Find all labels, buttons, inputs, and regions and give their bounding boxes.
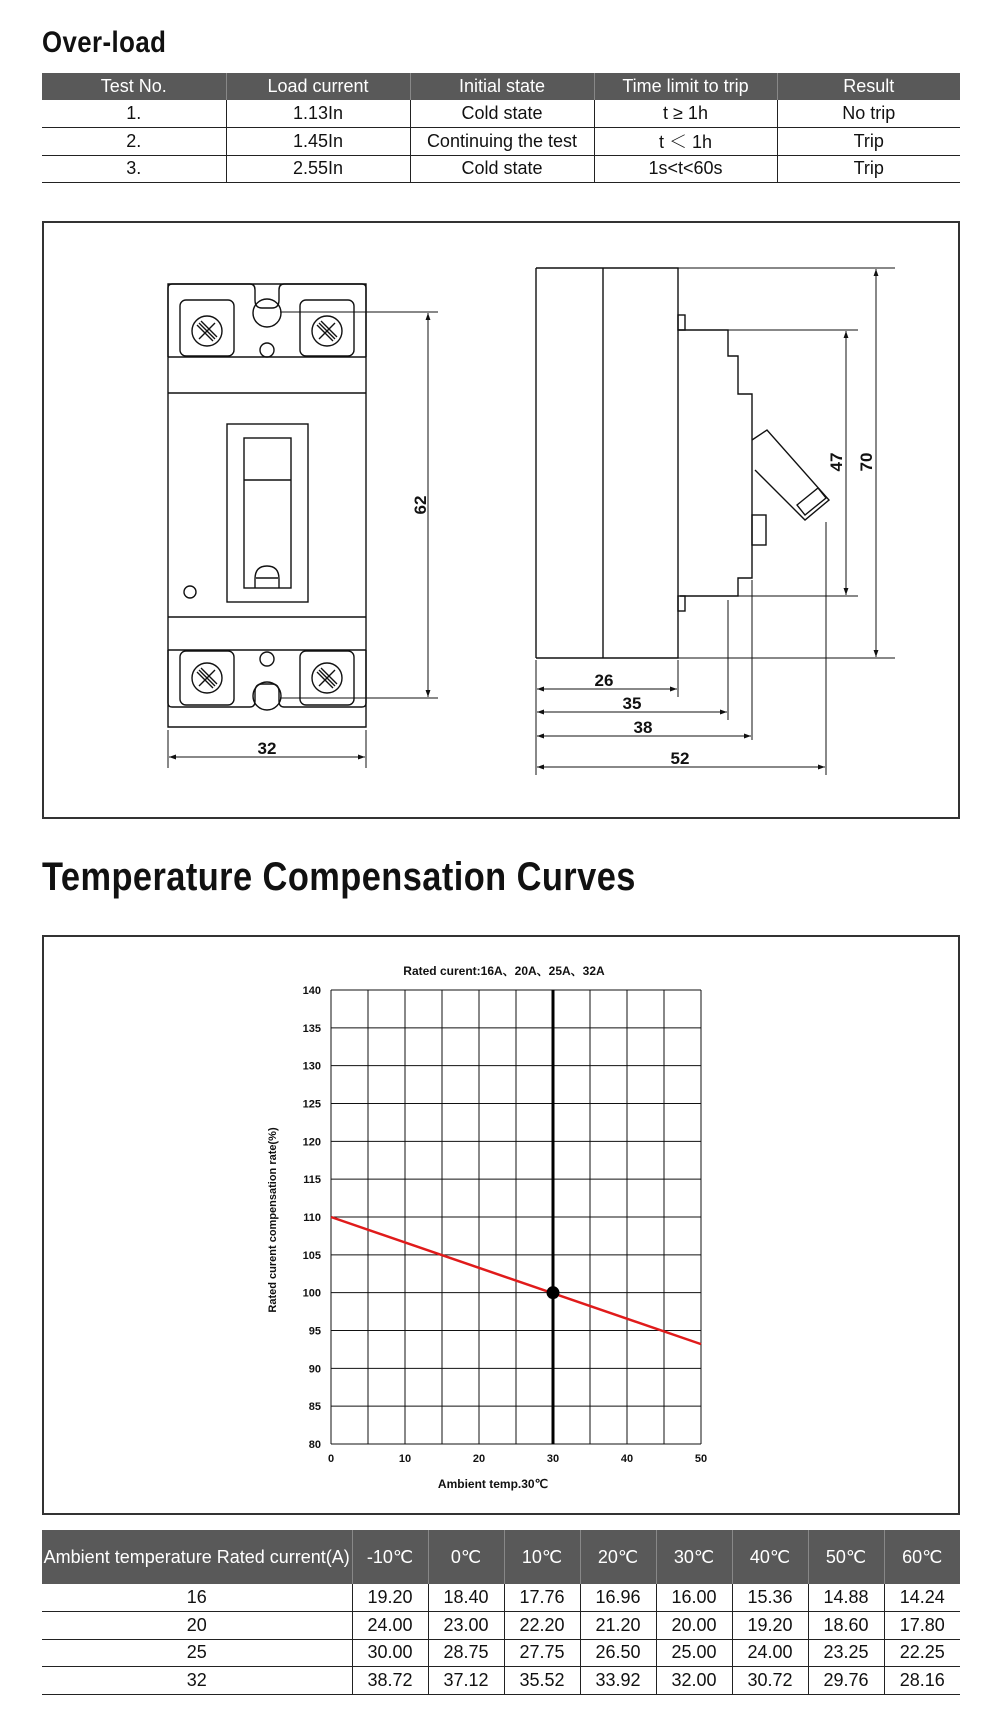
front-dimension-lines bbox=[168, 312, 438, 768]
table-cell: 19.20 bbox=[732, 1612, 808, 1640]
x-tick-label: 10 bbox=[398, 1453, 412, 1465]
table-cell: Trip bbox=[777, 155, 960, 183]
table-cell: 32.00 bbox=[656, 1667, 732, 1695]
column-header: 10℃ bbox=[504, 1530, 580, 1584]
x-tick-label: 0 bbox=[327, 1453, 335, 1465]
table-cell: 27.75 bbox=[504, 1639, 580, 1667]
y-tick-label: 80 bbox=[308, 1439, 321, 1451]
y-tick-label: 140 bbox=[302, 985, 321, 997]
table-cell: 14.88 bbox=[808, 1584, 884, 1612]
compensation-header-row bbox=[42, 1530, 960, 1584]
y-tick-label: 100 bbox=[302, 1287, 321, 1300]
table-cell: 2. bbox=[42, 128, 226, 156]
dim-side-47: 47 bbox=[827, 452, 846, 472]
table-cell: 24.00 bbox=[732, 1639, 808, 1667]
y-tick-label: 85 bbox=[308, 1401, 321, 1414]
y-tick-label: 125 bbox=[302, 1098, 321, 1111]
column-header: Time limit to trip bbox=[594, 73, 777, 100]
table-cell: 20.00 bbox=[656, 1612, 732, 1640]
table-cell: 23.00 bbox=[428, 1612, 504, 1640]
table-cell: 16 bbox=[42, 1584, 352, 1612]
overload-title: Over-load bbox=[42, 26, 167, 59]
table-cell: 32 bbox=[42, 1667, 352, 1695]
table-row bbox=[42, 1612, 960, 1640]
table-cell: 26.50 bbox=[580, 1639, 656, 1667]
table-cell: 18.40 bbox=[428, 1584, 504, 1612]
chart-frame bbox=[42, 935, 960, 1515]
column-header: 60℃ bbox=[884, 1530, 960, 1584]
table-cell: 28.16 bbox=[884, 1667, 960, 1695]
dimension-drawing bbox=[0, 0, 1000, 830]
table-cell: 35.52 bbox=[504, 1667, 580, 1695]
chart-title: Rated curent:16A、20A、25A、32A bbox=[403, 964, 605, 978]
column-header: -10℃ bbox=[352, 1530, 428, 1584]
table-cell: 15.36 bbox=[732, 1584, 808, 1612]
table-cell: Cold state bbox=[410, 155, 594, 183]
column-header: 0℃ bbox=[428, 1530, 504, 1584]
dim-front-width: 32 bbox=[257, 739, 277, 758]
table-cell: 22.20 bbox=[504, 1612, 580, 1640]
table-cell: 25 bbox=[42, 1639, 352, 1667]
table-cell: 2.55In bbox=[226, 155, 410, 183]
column-header: Test No. bbox=[42, 73, 226, 100]
y-tick-label: 120 bbox=[302, 1136, 321, 1149]
table-cell: 20 bbox=[42, 1612, 352, 1640]
y-tick-label: 110 bbox=[303, 1212, 321, 1224]
chart-x-axis-label: Ambient temp.30℃ bbox=[437, 1477, 549, 1491]
breaker-front-view bbox=[168, 284, 366, 727]
dim-front-height: 62 bbox=[411, 495, 430, 515]
column-header: Result bbox=[777, 73, 960, 100]
compensation-body bbox=[42, 1584, 960, 1694]
chart-y-axis-label: Rated curent compensation rate(%) bbox=[267, 1127, 279, 1313]
table-cell: 17.76 bbox=[504, 1584, 580, 1612]
column-header: 50℃ bbox=[808, 1530, 884, 1584]
breaker-side-view bbox=[536, 268, 829, 658]
table-cell: 1.45In bbox=[226, 128, 410, 156]
dim-side-35: 35 bbox=[622, 694, 642, 713]
table-cell: 28.75 bbox=[428, 1639, 504, 1667]
table-cell: 30.00 bbox=[352, 1639, 428, 1667]
y-tick-label: 90 bbox=[308, 1363, 321, 1376]
compensation-table bbox=[42, 1530, 960, 1695]
column-header: Initial state bbox=[410, 73, 594, 100]
table-cell: 3. bbox=[42, 155, 226, 183]
x-tick-label: 30 bbox=[546, 1453, 560, 1465]
dim-side-52: 52 bbox=[670, 749, 690, 768]
table-cell: 1. bbox=[42, 100, 226, 128]
x-tick-label: 50 bbox=[694, 1453, 708, 1465]
y-tick-label: 105 bbox=[302, 1249, 321, 1262]
x-tick-label: 20 bbox=[472, 1453, 486, 1465]
y-tick-label: 115 bbox=[303, 1174, 321, 1187]
table-cell: t ≥ 1h bbox=[594, 100, 777, 128]
table-cell: 29.76 bbox=[808, 1667, 884, 1695]
table-cell: 37.12 bbox=[428, 1667, 504, 1695]
table-cell: 17.80 bbox=[884, 1612, 960, 1640]
table-cell: Continuing the test bbox=[410, 128, 594, 156]
table-cell: 18.60 bbox=[808, 1612, 884, 1640]
table-cell: 25.00 bbox=[656, 1639, 732, 1667]
dim-side-70: 70 bbox=[857, 452, 876, 472]
column-header: Ambient temperature Rated current(A) bbox=[42, 1530, 352, 1584]
table-cell: 24.00 bbox=[352, 1612, 428, 1640]
y-tick-label: 130 bbox=[302, 1060, 321, 1073]
side-dimension-lines bbox=[536, 268, 895, 775]
table-cell: 19.20 bbox=[352, 1584, 428, 1612]
column-header: Load current bbox=[226, 73, 410, 100]
dim-side-26: 26 bbox=[594, 671, 614, 690]
column-header: 30℃ bbox=[656, 1530, 732, 1584]
table-cell: 1s<t<60s bbox=[594, 155, 777, 183]
temperature-title: Temperature Compensation Curves bbox=[42, 855, 636, 899]
table-cell: Trip bbox=[777, 128, 960, 156]
table-cell: 23.25 bbox=[808, 1639, 884, 1667]
x-tick-label: 40 bbox=[620, 1453, 634, 1465]
table-cell: t ＜ 1h bbox=[594, 128, 777, 156]
table-row bbox=[42, 1667, 960, 1695]
table-cell: 30.72 bbox=[732, 1667, 808, 1695]
y-tick-label: 95 bbox=[308, 1325, 321, 1338]
table-cell: 33.92 bbox=[580, 1667, 656, 1695]
table-cell: 14.24 bbox=[884, 1584, 960, 1612]
table-cell: No trip bbox=[777, 100, 960, 128]
dim-side-38: 38 bbox=[633, 718, 653, 737]
table-cell: Cold state bbox=[410, 100, 594, 128]
column-header: 20℃ bbox=[580, 1530, 656, 1584]
table-cell: 16.00 bbox=[656, 1584, 732, 1612]
table-cell: 22.25 bbox=[884, 1639, 960, 1667]
y-tick-label: 135 bbox=[302, 1022, 321, 1035]
table-cell: 1.13In bbox=[226, 100, 410, 128]
table-cell: 38.72 bbox=[352, 1667, 428, 1695]
table-row bbox=[42, 1639, 960, 1667]
table-cell: 16.96 bbox=[580, 1584, 656, 1612]
table-row bbox=[42, 1584, 960, 1612]
table-cell: 21.20 bbox=[580, 1612, 656, 1640]
column-header: 40℃ bbox=[732, 1530, 808, 1584]
